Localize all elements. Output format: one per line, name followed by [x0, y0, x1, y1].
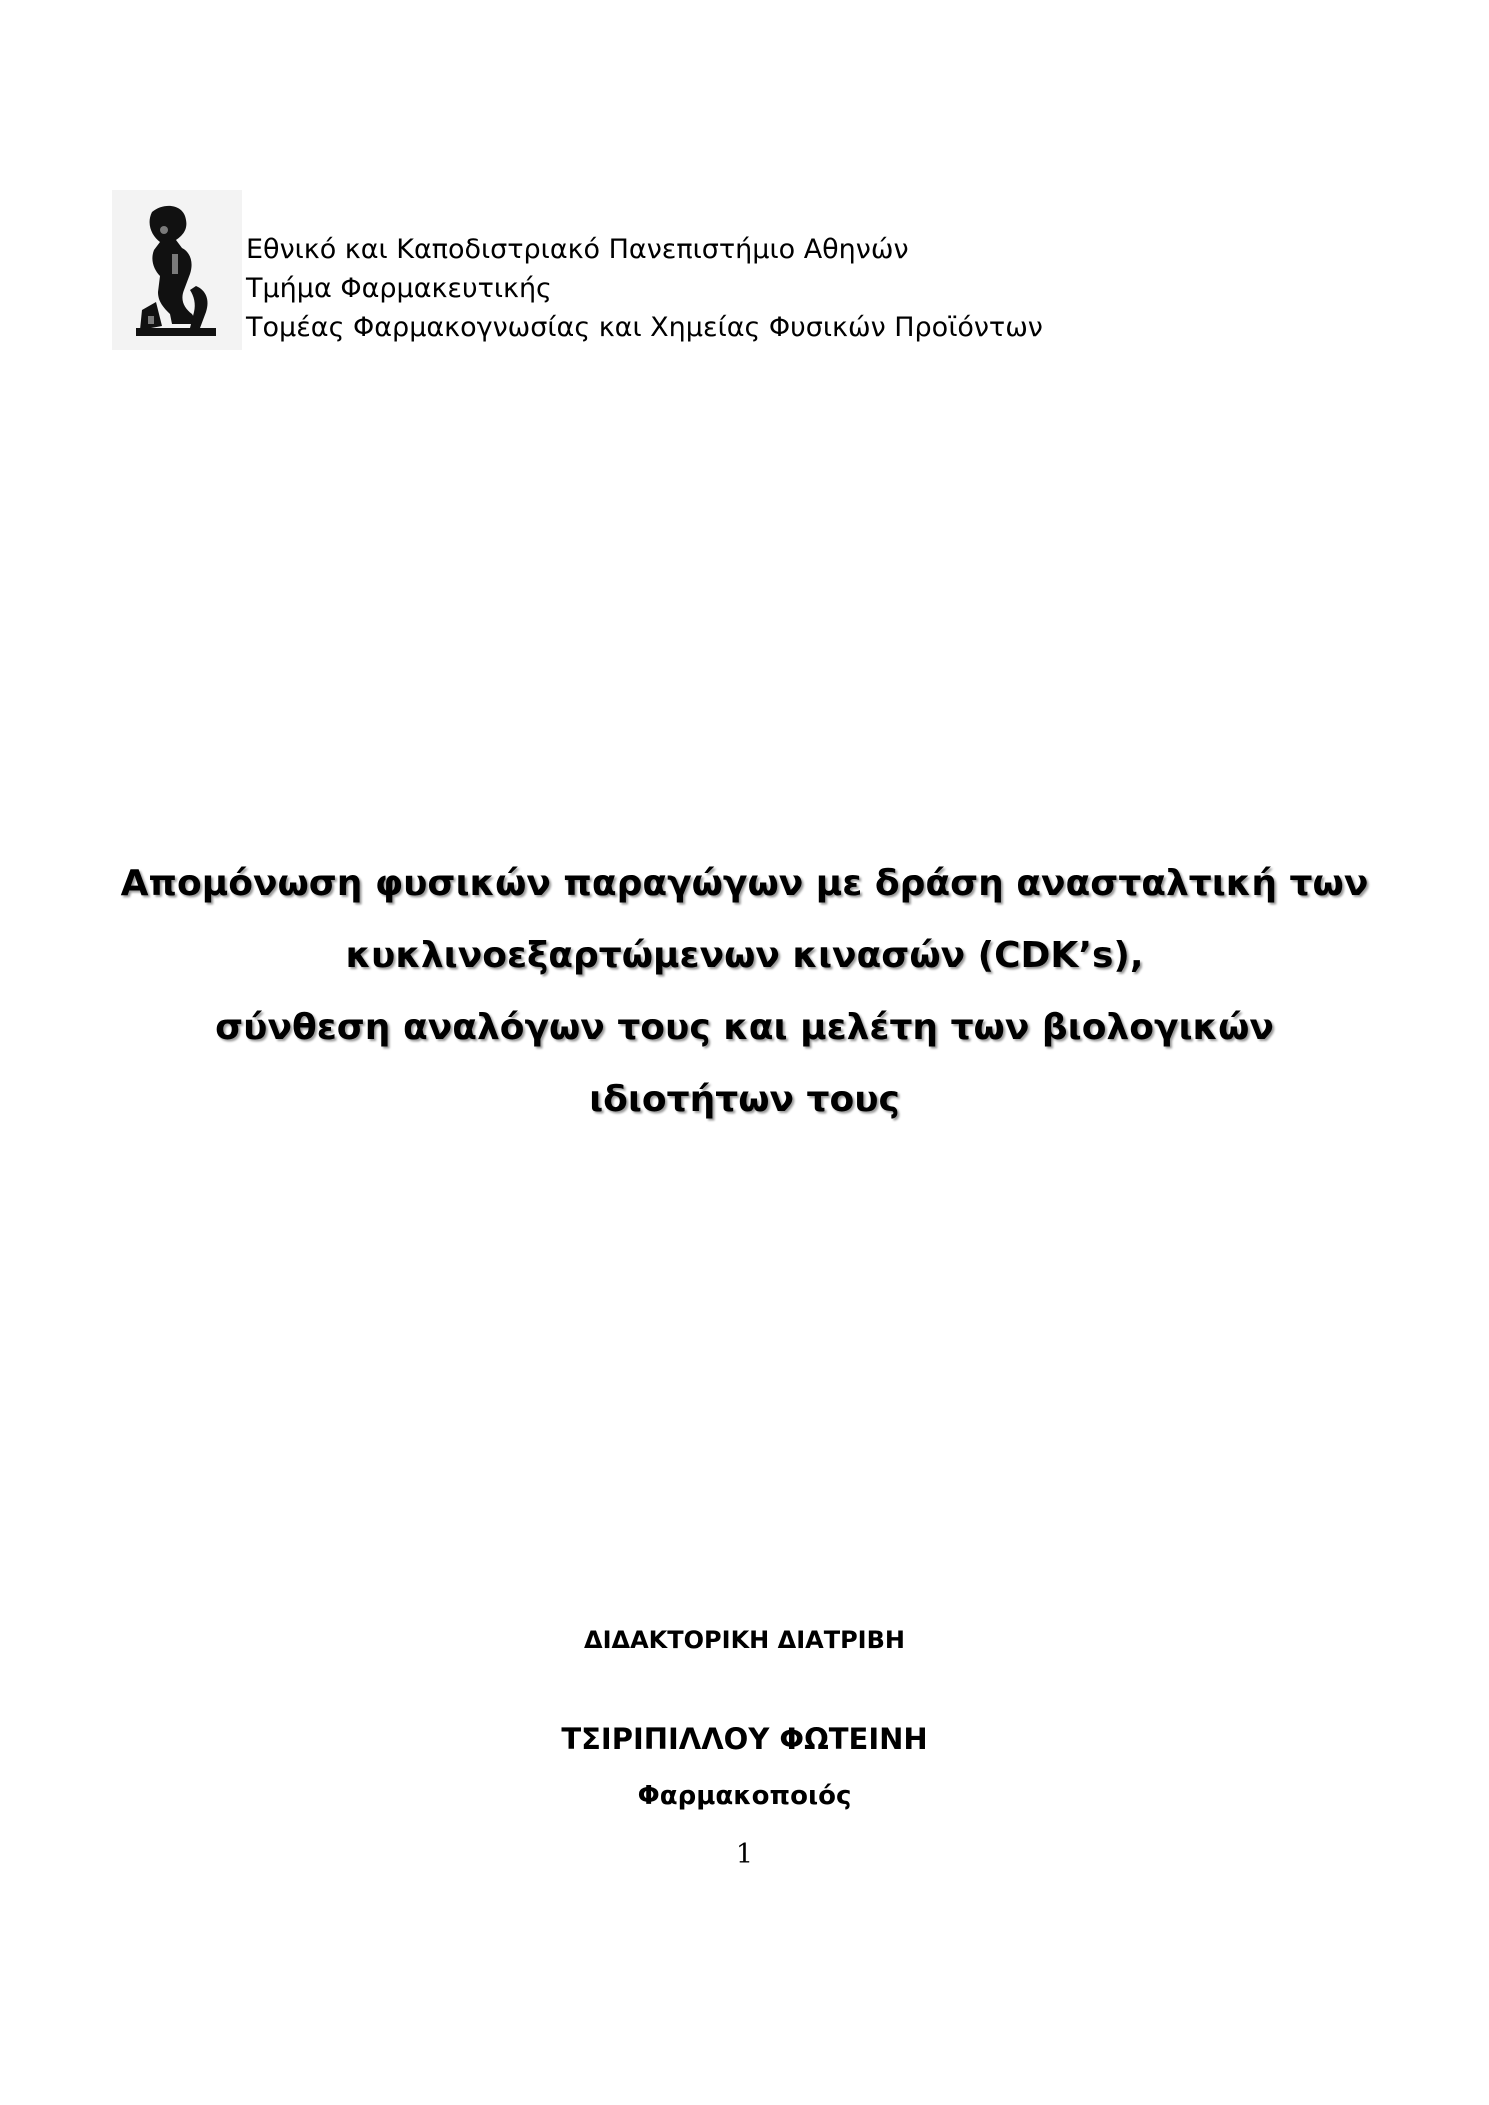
title-line-4: ιδιοτήτων τους	[589, 1079, 900, 1120]
sector-name: Τομέας Φαρμακογνωσίας και Χημείας Φυσικών Προϊόντων	[246, 312, 1043, 343]
thesis-title	[0, 848, 1489, 1136]
title-line-1: Απομόνωση φυσικών παραγώγων με δράση ανασταλτική των	[120, 863, 1369, 904]
document-type: ΔΙΔΑΚΤΟΡΙΚΗ ΔΙΑΤΡΙΒΗ	[584, 1626, 905, 1654]
author-name: ΤΣΙΡΙΠΙΛΛΟΥ ΦΩΤΕΙΝΗ	[561, 1722, 928, 1756]
title-line-3: σύνθεση αναλόγων τους και μελέτη των βιολογικών	[215, 1007, 1274, 1048]
page-number: 1	[735, 1839, 754, 1870]
university-name: Εθνικό και Καποδιστριακό Πανεπιστήμιο Αθηνών	[246, 234, 909, 265]
university-emblem-icon	[112, 190, 242, 350]
institution-header	[112, 190, 1112, 350]
department-name: Τμήμα Φαρμακευτικής	[246, 273, 552, 304]
title-line-2: κυκλινοεξαρτώμενων κινασών (CDK’s),	[345, 935, 1144, 976]
institution-lines	[246, 230, 1146, 347]
author-profession: Φαρμακοποιός	[637, 1781, 852, 1811]
